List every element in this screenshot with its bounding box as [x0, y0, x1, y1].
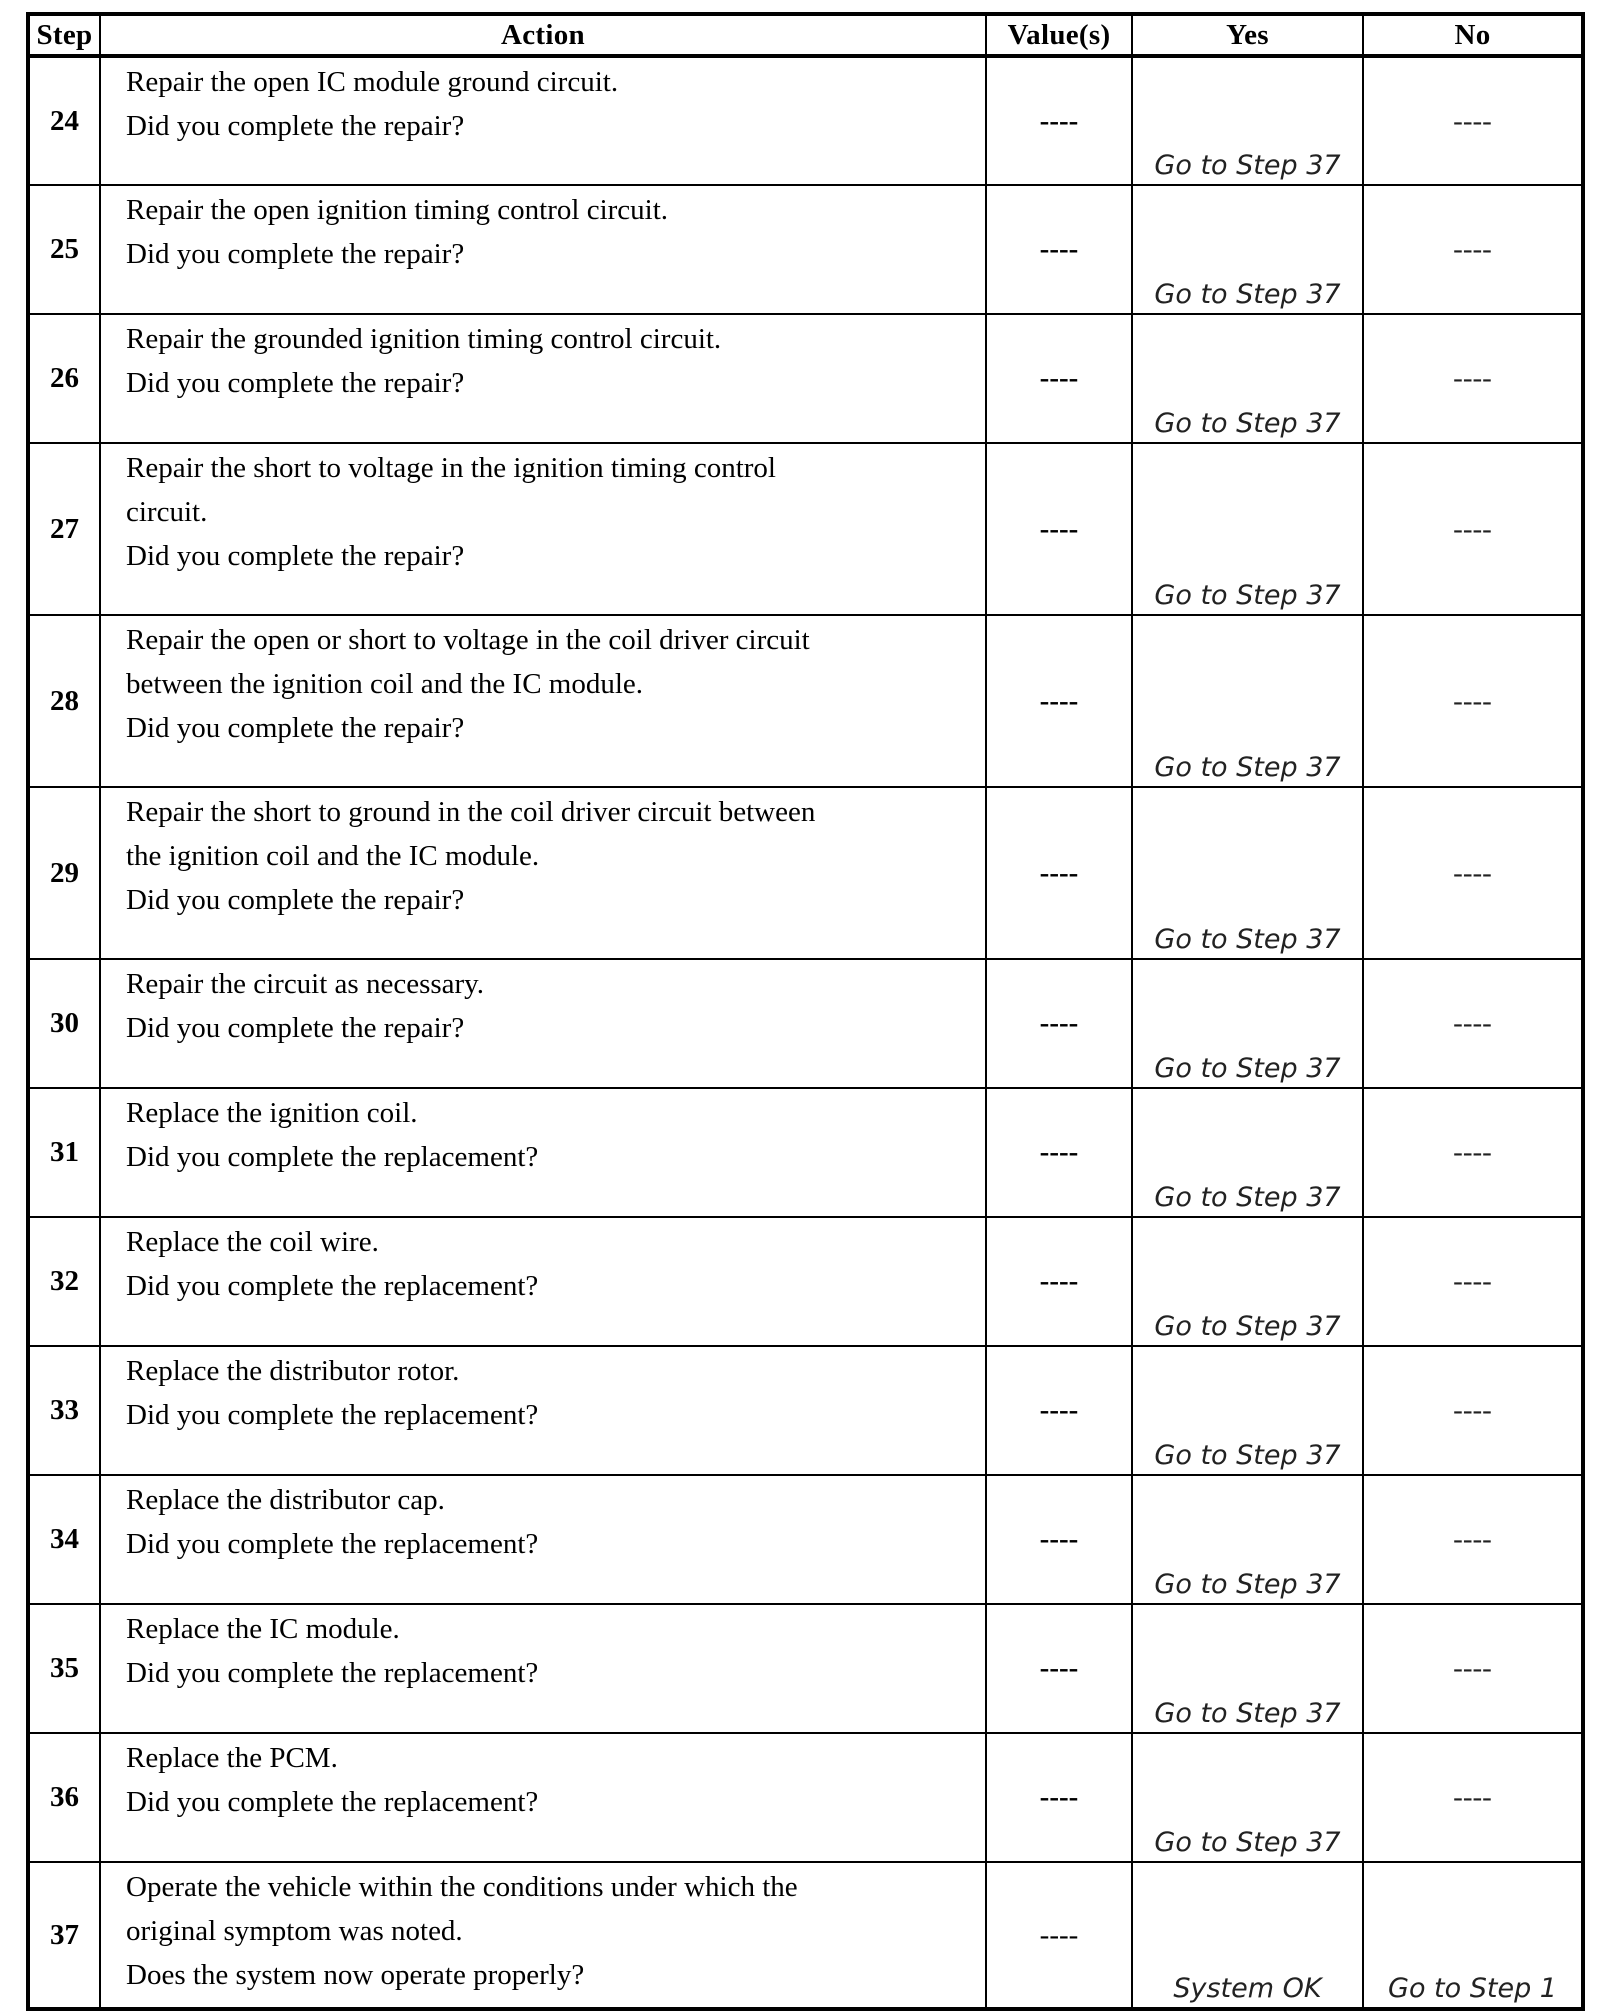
no-cell: [1363, 1733, 1583, 1862]
action-instruction: [126, 1091, 977, 1135]
yes-cell: Go to Step 37: [1132, 443, 1363, 615]
action-instruction: [126, 188, 977, 232]
action-question: Did you complete the replacement?: [126, 1399, 539, 1431]
action-question: Did you complete the repair?: [126, 1012, 465, 1044]
action-instruction: [126, 60, 977, 104]
no-value: ----: [1453, 362, 1492, 394]
action-question: Did you complete the repair?: [126, 238, 465, 270]
action-content: [126, 186, 977, 278]
action-line: circuit.: [126, 496, 208, 528]
table-row: [28, 959, 1583, 1088]
no-cell: Go to Step 1: [1363, 1862, 1583, 2009]
table-row: [28, 1475, 1583, 1604]
value-cell: ----: [986, 787, 1132, 959]
action-line: Replace the distributor rotor.: [126, 1355, 460, 1387]
no-value: ----: [1453, 512, 1492, 545]
no-value: ----: [1453, 104, 1492, 137]
action-instruction: [126, 1607, 977, 1651]
value-cell: ----: [986, 1346, 1132, 1475]
table-row: [28, 443, 1583, 615]
action-content: [126, 1605, 977, 1697]
step-number: 24: [28, 56, 100, 185]
table-row: [28, 314, 1583, 443]
step-number: 35: [28, 1604, 100, 1733]
action-line: Replace the IC module.: [126, 1613, 400, 1645]
table-row: [28, 1217, 1583, 1346]
no-value: ----: [1453, 233, 1492, 265]
action-line: the ignition coil and the IC module.: [126, 840, 540, 872]
step-number: 34: [28, 1475, 100, 1604]
action-content: [126, 1734, 977, 1826]
table-header-row: [28, 14, 1583, 56]
step-number: 32: [28, 1217, 100, 1346]
action-line: Operate the vehicle within the conditions under which the: [126, 1871, 798, 1903]
step-number: 36: [28, 1733, 100, 1862]
action-cell: [100, 1217, 986, 1346]
table-row: [28, 787, 1583, 959]
action-cell: [100, 787, 986, 959]
yes-cell: Go to Step 37: [1132, 787, 1363, 959]
action-content: [126, 788, 977, 924]
value-cell: ----: [986, 1475, 1132, 1604]
action-line: Replace the distributor cap.: [126, 1484, 445, 1516]
step-number: 28: [28, 615, 100, 787]
no-cell: [1363, 615, 1583, 787]
action-instruction: [126, 1220, 977, 1264]
action-line: between the ignition coil and the IC module.: [126, 668, 644, 700]
action-line: Repair the open or short to voltage in the coil driver circuit: [126, 624, 810, 656]
diagnostic-table: [26, 12, 1585, 2011]
action-question: Did you complete the repair?: [126, 712, 465, 744]
yes-cell: Go to Step 37: [1132, 615, 1363, 787]
no-cell: [1363, 443, 1583, 615]
action-instruction: [126, 1349, 977, 1393]
action-content: [126, 960, 977, 1052]
no-cell: [1363, 1346, 1583, 1475]
action-instruction: [126, 446, 977, 534]
action-line: Repair the circuit as necessary.: [126, 968, 485, 1000]
table-row: [28, 1604, 1583, 1733]
yes-cell: Go to Step 37: [1132, 959, 1363, 1088]
yes-cell: Go to Step 37: [1132, 1346, 1363, 1475]
action-cell: [100, 56, 986, 185]
action-cell: [100, 443, 986, 615]
yes-cell: Go to Step 37: [1132, 314, 1363, 443]
action-content: [126, 1089, 977, 1181]
no-value: ----: [1453, 1136, 1492, 1168]
action-cell: [100, 1733, 986, 1862]
no-value: ----: [1453, 856, 1492, 889]
header-step: Step: [28, 14, 100, 56]
step-number: 27: [28, 443, 100, 615]
no-cell: [1363, 314, 1583, 443]
table-body: [28, 56, 1583, 2009]
action-question: Did you complete the repair?: [126, 110, 465, 142]
value-cell: ----: [986, 1088, 1132, 1217]
value-cell: ----: [986, 615, 1132, 787]
table-row: [28, 1346, 1583, 1475]
no-value: ----: [1453, 1652, 1492, 1684]
action-content: [126, 1347, 977, 1439]
header-no: No: [1363, 14, 1583, 56]
action-cell: [100, 185, 986, 314]
no-value: ----: [1453, 1007, 1492, 1039]
header-action: Action: [100, 14, 986, 56]
action-content: [126, 444, 977, 580]
no-cell: [1363, 1217, 1583, 1346]
action-question: Did you complete the replacement?: [126, 1528, 539, 1560]
yes-cell: Go to Step 37: [1132, 1217, 1363, 1346]
step-number: 31: [28, 1088, 100, 1217]
action-content: [126, 315, 977, 407]
action-content: [126, 1218, 977, 1310]
table-row: [28, 1733, 1583, 1862]
action-cell: [100, 314, 986, 443]
action-instruction: [126, 790, 977, 878]
step-number: 26: [28, 314, 100, 443]
no-value: ----: [1453, 1394, 1492, 1426]
action-line: Replace the ignition coil.: [126, 1097, 418, 1129]
action-line: Replace the PCM.: [126, 1742, 338, 1774]
value-cell: ----: [986, 56, 1132, 185]
header-values: Value(s): [986, 14, 1132, 56]
yes-cell: Go to Step 37: [1132, 1475, 1363, 1604]
table-row: [28, 56, 1583, 185]
action-line: Repair the short to ground in the coil driver circuit between: [126, 796, 816, 828]
table-row: [28, 615, 1583, 787]
value-cell: ----: [986, 1733, 1132, 1862]
value-cell: ----: [986, 1217, 1132, 1346]
action-instruction: [126, 317, 977, 361]
action-content: [126, 1863, 977, 1999]
value-cell: ----: [986, 314, 1132, 443]
header-yes: Yes: [1132, 14, 1363, 56]
step-number: 30: [28, 959, 100, 1088]
yes-cell: Go to Step 37: [1132, 1733, 1363, 1862]
action-instruction: [126, 618, 977, 706]
value-cell: ----: [986, 1604, 1132, 1733]
no-cell: [1363, 185, 1583, 314]
step-number: 37: [28, 1862, 100, 2009]
action-instruction: [126, 962, 977, 1006]
action-line: Repair the short to voltage in the ignition timing control: [126, 452, 776, 484]
no-cell: [1363, 1475, 1583, 1604]
action-cell: [100, 1862, 986, 2009]
no-cell: [1363, 1604, 1583, 1733]
action-instruction: [126, 1478, 977, 1522]
action-question: Did you complete the repair?: [126, 884, 465, 916]
value-cell: ----: [986, 959, 1132, 1088]
yes-cell: Go to Step 37: [1132, 1604, 1363, 1733]
value-cell: ----: [986, 1862, 1132, 2009]
action-question: Did you complete the replacement?: [126, 1657, 539, 1689]
no-cell: [1363, 959, 1583, 1088]
action-question: Did you complete the replacement?: [126, 1270, 539, 1302]
table-row: [28, 1862, 1583, 2009]
action-instruction: [126, 1736, 977, 1780]
yes-cell: Go to Step 37: [1132, 1088, 1363, 1217]
yes-cell: Go to Step 37: [1132, 185, 1363, 314]
action-question: Does the system now operate properly?: [126, 1959, 585, 1991]
action-line: original symptom was noted.: [126, 1915, 463, 1947]
no-value: ----: [1453, 1523, 1492, 1555]
table-row: [28, 185, 1583, 314]
no-value: ----: [1453, 684, 1492, 717]
action-line: Repair the open IC module ground circuit.: [126, 66, 619, 98]
action-cell: [100, 1604, 986, 1733]
value-cell: ----: [986, 443, 1132, 615]
step-number: 29: [28, 787, 100, 959]
no-value: ----: [1453, 1781, 1492, 1813]
action-cell: [100, 1346, 986, 1475]
action-question: Did you complete the repair?: [126, 540, 465, 572]
action-question: Did you complete the repair?: [126, 367, 465, 399]
action-line: Repair the open ignition timing control circuit.: [126, 194, 669, 226]
step-number: 33: [28, 1346, 100, 1475]
no-value: ----: [1453, 1265, 1492, 1297]
no-cell: [1363, 56, 1583, 185]
action-line: Repair the grounded ignition timing control circuit.: [126, 323, 722, 355]
value-cell: ----: [986, 185, 1132, 314]
yes-cell: System OK: [1132, 1862, 1363, 2009]
action-question: Did you complete the replacement?: [126, 1786, 539, 1818]
step-number: 25: [28, 185, 100, 314]
action-cell: [100, 1088, 986, 1217]
action-question: Did you complete the replacement?: [126, 1141, 539, 1173]
no-cell: [1363, 787, 1583, 959]
action-cell: [100, 615, 986, 787]
yes-cell: Go to Step 37: [1132, 56, 1363, 185]
action-content: [126, 616, 977, 752]
action-content: [126, 58, 977, 150]
action-instruction: [126, 1865, 977, 1953]
action-cell: [100, 1475, 986, 1604]
action-cell: [100, 959, 986, 1088]
action-line: Replace the coil wire.: [126, 1226, 379, 1258]
no-cell: [1363, 1088, 1583, 1217]
table-row: [28, 1088, 1583, 1217]
action-content: [126, 1476, 977, 1568]
